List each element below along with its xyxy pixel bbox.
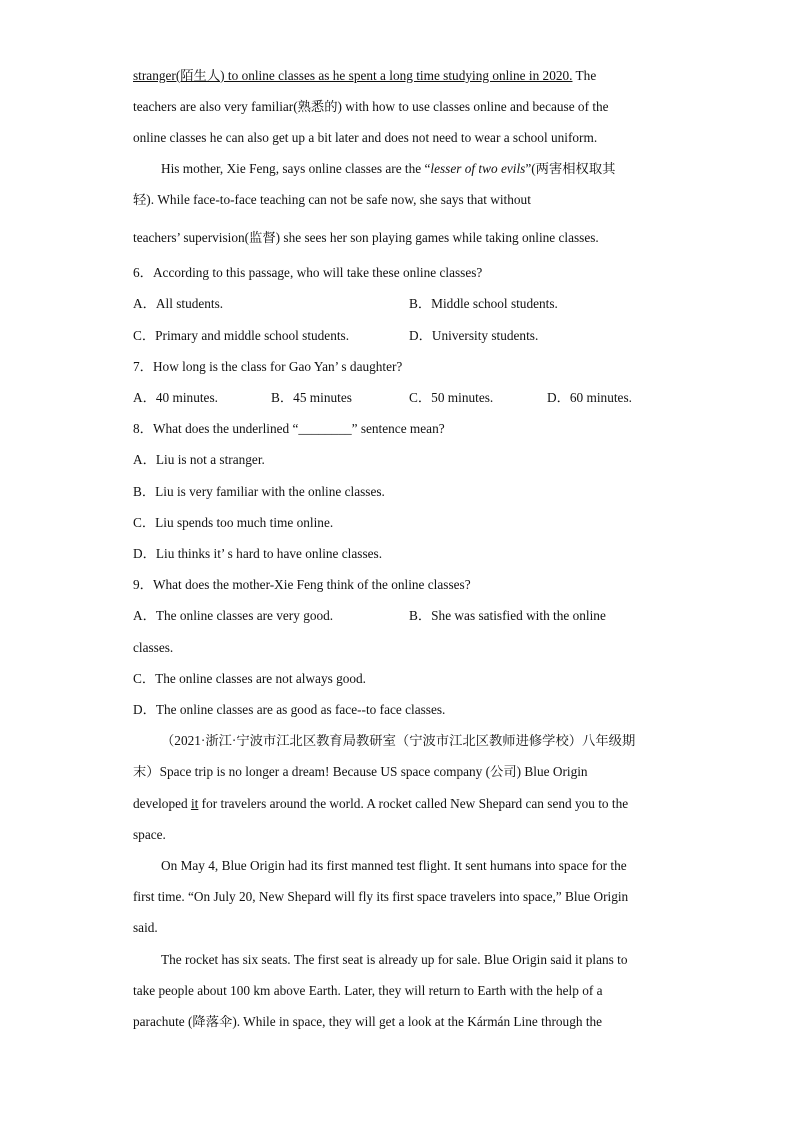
passage2-line-3: developed it for travelers around the world. A rocket called New Shepard can send you to the [133, 796, 629, 811]
passage2-line-9: take people about 100 km above Earth. Later, they will return to Earth with the help of a [133, 983, 603, 998]
question-7-option-a: A．40 minutes. [133, 390, 218, 405]
passage1-line-3: online classes he can also get up a bit later and does not need to wear a school uniform. [133, 130, 598, 145]
question-7-stem: 7．How long is the class for Gao Yan’ s daughter? [133, 359, 403, 374]
passage1-line-5: 轻). While face-to-face teaching can not be safe now, she says that without [133, 192, 531, 207]
passage2-line-8: The rocket has six seats. The first seat is already up for sale. Blue Origin said it plans to [161, 952, 628, 967]
passage2-line-2: 末）Space trip is no longer a dream! Because US space company (公司) Blue Origin [133, 764, 588, 779]
question-6-option-a: A．All students. [133, 296, 224, 311]
question-8-option-c: C．Liu spends too much time online. [133, 515, 334, 530]
underlined-word: it [190, 796, 199, 811]
question-8-option-b: B．Liu is very familiar with the online classes. [133, 484, 385, 499]
passage1-line-1: stranger(陌生人) to online classes as he spent a long time studying online in 2020. The [133, 68, 597, 83]
passage2-line-6: first time. “On July 20, New Shepard will fly its first space travelers into space,” Blue Origin [133, 889, 629, 904]
passage2-line-4: space. [133, 827, 166, 842]
question-9-option-b: B．She was satisfied with the online [409, 608, 606, 623]
question-8-stem: 8．What does the underlined “________” sentence mean? [133, 421, 445, 436]
passage1-line-6: teachers’ supervision(监督) she sees her son playing games while taking online classes. [133, 230, 599, 245]
passage2-line-7: said. [133, 920, 158, 935]
question-9-option-d: D．The online classes are as good as face--to face classes. [133, 702, 446, 717]
question-8-option-d: D．Liu thinks it’ s hard to have online classes. [133, 546, 383, 561]
question-7-option-b: B．45 minutes [271, 390, 352, 405]
question-6-option-d: D．University students. [409, 328, 539, 343]
question-6-stem: 6．According to this passage, who will take these online classes? [133, 265, 483, 280]
question-9-option-a: A．The online classes are very good. [133, 608, 334, 623]
question-7-option-d: D．60 minutes. [547, 390, 632, 405]
underlined-sentence: stranger(陌生人) to online classes as he spent a long time studying online in 2020. [133, 68, 573, 83]
question-8-option-a: A．Liu is not a stranger. [133, 452, 265, 467]
passage1-line-4: His mother, Xie Feng, says online classes are the “lesser of two evils”(两害相权取其 [161, 161, 616, 176]
passage2-source-line: （2021·浙江·宁波市江北区教育局教研室（宁波市江北区教师进修学校）八年级期 [161, 733, 636, 748]
question-6-option-b: B．Middle school students. [409, 296, 558, 311]
question-6-option-c: C．Primary and middle school students. [133, 328, 350, 343]
question-9-option-c: C．The online classes are not always good. [133, 671, 367, 686]
passage1-line-2: teachers are also very familiar(熟悉的) with how to use classes online and because of the [133, 99, 609, 114]
passage2-line-10: parachute (降落伞). While in space, they will get a look at the Kármán Line through the [133, 1014, 603, 1029]
passage2-line-5: On May 4, Blue Origin had its first manned test flight. It sent humans into space for the [161, 858, 627, 873]
question-9-option-b-continued: classes. [133, 640, 174, 655]
question-9-stem: 9．What does the mother-Xie Feng think of the online classes? [133, 577, 471, 592]
question-7-option-c: C．50 minutes. [409, 390, 494, 405]
answer-blank: ________ [298, 421, 352, 436]
